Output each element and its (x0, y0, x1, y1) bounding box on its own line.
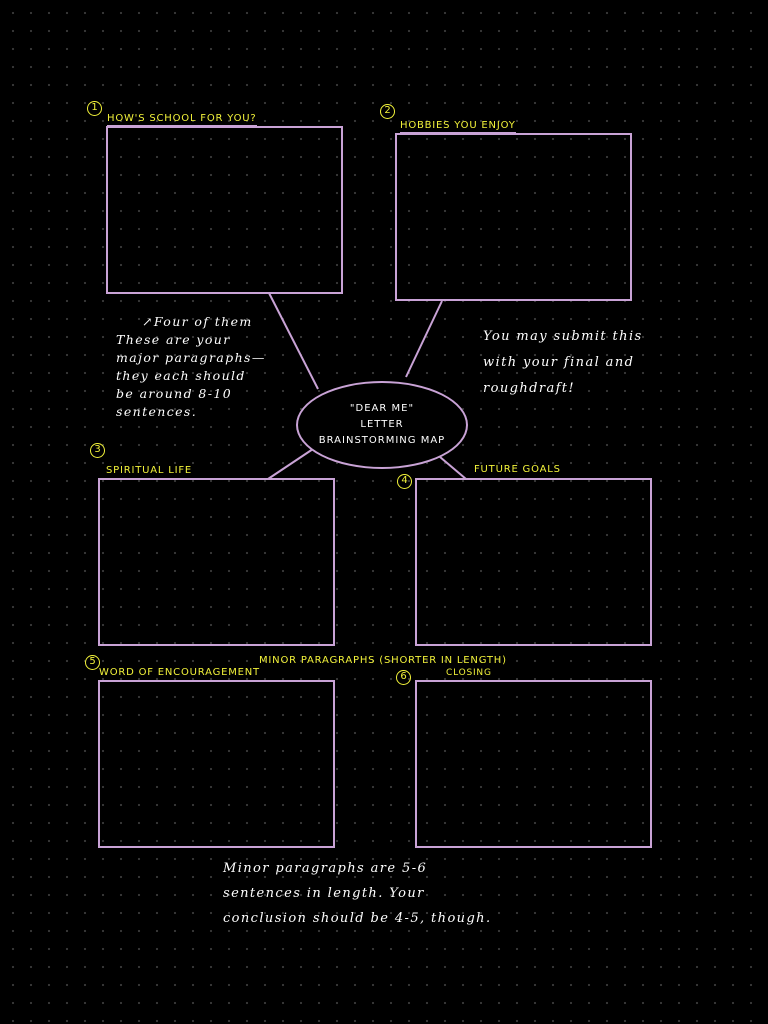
section-number-4: 4 (397, 474, 412, 489)
note-line: You may submit this (483, 329, 643, 344)
section-box-4[interactable] (415, 478, 652, 646)
section-label-5: WORD OF ENCOURAGEMENT (99, 667, 260, 678)
section-label-2: HOBBIES YOU ENJOY (400, 120, 516, 131)
connector-4 (440, 457, 466, 479)
section-box-6[interactable] (415, 680, 652, 848)
section-label-1: HOW'S SCHOOL FOR YOU? (107, 113, 257, 124)
connector-3 (268, 449, 313, 479)
section-number-6: 6 (396, 670, 411, 685)
section-number-2: 2 (380, 104, 395, 119)
note-line: sentences in length. Your (223, 886, 425, 901)
section-label-4: FUTURE GOALS (474, 464, 561, 475)
note-line: Minor paragraphs are 5-6 (223, 861, 428, 876)
note-line: sentences. (116, 404, 198, 419)
note-line: major paragraphs— (116, 350, 266, 365)
note-line: conclusion should be 4-5, though. (223, 911, 492, 926)
hub-line-2: LETTER (360, 419, 404, 430)
section-box-1[interactable] (106, 126, 343, 294)
note-line: they each should (116, 368, 246, 383)
section-number-5: 5 (85, 655, 100, 670)
section-number-3: 3 (90, 443, 105, 458)
connector-1 (269, 293, 318, 389)
center-hub (296, 381, 468, 469)
connector-2 (406, 301, 442, 377)
minor-paragraphs-note (223, 856, 491, 931)
note-line: roughdraft! (483, 381, 576, 396)
hub-line-3: BRAINSTORMING MAP (318, 435, 446, 446)
note-line: These are your (116, 332, 231, 347)
section-label-6: CLOSING (446, 668, 492, 678)
section-label-3: SPIRITUAL LIFE (106, 465, 193, 476)
note-line: with your final and (483, 355, 635, 370)
submit-note (483, 324, 643, 402)
note-line: be around 8-10 (116, 386, 233, 401)
section-box-5[interactable] (98, 680, 335, 848)
hub-line-1: "DEAR ME" (349, 403, 415, 414)
minor-paragraphs-header: MINOR PARAGRAPHS (SHORTER IN LENGTH) (259, 655, 507, 666)
section-number-1: 1 (87, 101, 102, 116)
note-arrow-text: ↗Four of them (142, 314, 253, 329)
major-paragraphs-note (116, 313, 266, 421)
section-box-3[interactable] (98, 478, 335, 646)
section-box-2[interactable] (395, 133, 632, 301)
